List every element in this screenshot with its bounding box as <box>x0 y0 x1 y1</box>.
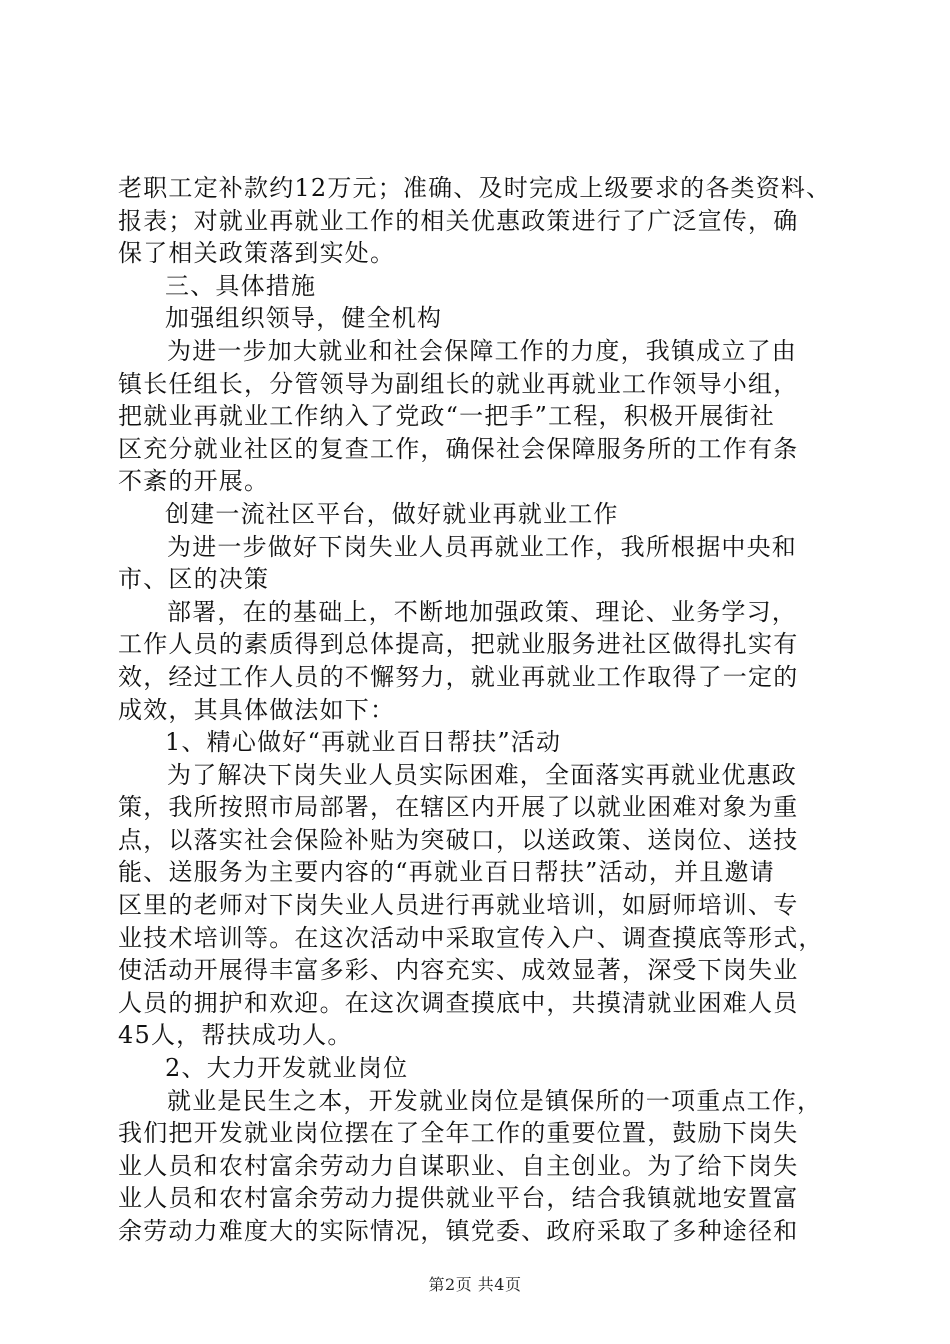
text-line: 就业是民生之本，开发就业岗位是镇保所的一项重点工作， <box>167 1086 823 1115</box>
text-line: 业技术培训等。在这次活动中采取宣传入户、调查摸底等形式， <box>118 923 824 952</box>
text-line: 能、送服务为主要内容的“再就业百日帮扶”活动，并且邀请 <box>118 858 775 887</box>
text-line: 45人，帮扶成功人。 <box>118 1021 353 1050</box>
numbered-heading: 1、精心做好“再就业百日帮扶”活动 <box>165 728 562 757</box>
text-line: 为了解决下岗失业人员实际困难，全面落实再就业优惠政 <box>167 760 797 789</box>
text-line: 镇长任组长，分管领导为副组长的就业再就业工作领导小组， <box>118 369 799 398</box>
numbered-heading: 2、大力开发就业岗位 <box>165 1054 409 1083</box>
text-line: 点，以落实社会保险补贴为突破口，以送政策、送岗位、送技 <box>118 825 799 854</box>
text-line: 我们把开发就业岗位摆在了全年工作的重要位置，鼓励下岗失 <box>118 1119 799 1148</box>
text-line: 使活动开展得丰富多彩、内容充实、成效显著，深受下岗失业 <box>118 956 799 985</box>
text-line: 不紊的开展。 <box>118 467 270 496</box>
text-line: 成效，其具体做法如下： <box>118 695 396 724</box>
text-line: 余劳动力难度大的实际情况，镇党委、政府采取了多种途径和 <box>118 1217 799 1245</box>
text-line: 部署，在的基础上，不断地加强政策、理论、业务学习， <box>167 597 797 626</box>
text-line: 报表；对就业再就业工作的相关优惠政策进行了广泛宣传，确 <box>118 206 799 235</box>
text-line: 区里的老师对下岗失业人员进行再就业培训，如厨师培训、专 <box>118 891 799 920</box>
text-line: 市、区的决策 <box>118 565 270 594</box>
text-line: 业人员和农村富余劳动力提供就业平台，结合我镇就地安置富 <box>118 1184 799 1213</box>
page-number: 第2页 共4页 <box>428 1275 522 1294</box>
text-line: 策，我所按照市局部署，在辖区内开展了以就业困难对象为重 <box>118 793 799 822</box>
text-line: 工作人员的素质得到总体提高，把就业服务进社区做得扎实有 <box>118 630 799 659</box>
text-line: 保了相关政策落到实处。 <box>118 239 396 268</box>
text-line: 为进一步做好下岗失业人员再就业工作，我所根据中央和 <box>167 532 797 561</box>
text-line: 效，经过工作人员的不懈努力，就业再就业工作取得了一定的 <box>118 662 799 691</box>
text-line: 为进一步加大就业和社会保障工作的力度，我镇成立了由 <box>167 336 797 365</box>
text-line: 区充分就业社区的复查工作，确保社会保障服务所的工作有条 <box>118 434 799 463</box>
text-line: 人员的拥护和欢迎。在这次调查摸底中，共摸清就业困难人员 <box>118 988 799 1017</box>
text-line: 老职工定补款约12万元；准确、及时完成上级要求的各类资料、 <box>118 174 832 202</box>
text-line: 把就业再就业工作纳入了党政“一把手”工程，积极开展街社 <box>118 402 775 431</box>
document-body <box>118 172 834 1248</box>
section-heading: 三、具体措施 <box>165 271 317 300</box>
text-line: 业人员和农村富余劳动力自谋职业、自主创业。为了给下岗失 <box>118 1151 799 1180</box>
subsection-heading: 创建一流社区平台，做好就业再就业工作 <box>165 499 619 528</box>
subsection-heading: 加强组织领导，健全机构 <box>165 304 443 333</box>
page-footer <box>0 1275 950 1295</box>
